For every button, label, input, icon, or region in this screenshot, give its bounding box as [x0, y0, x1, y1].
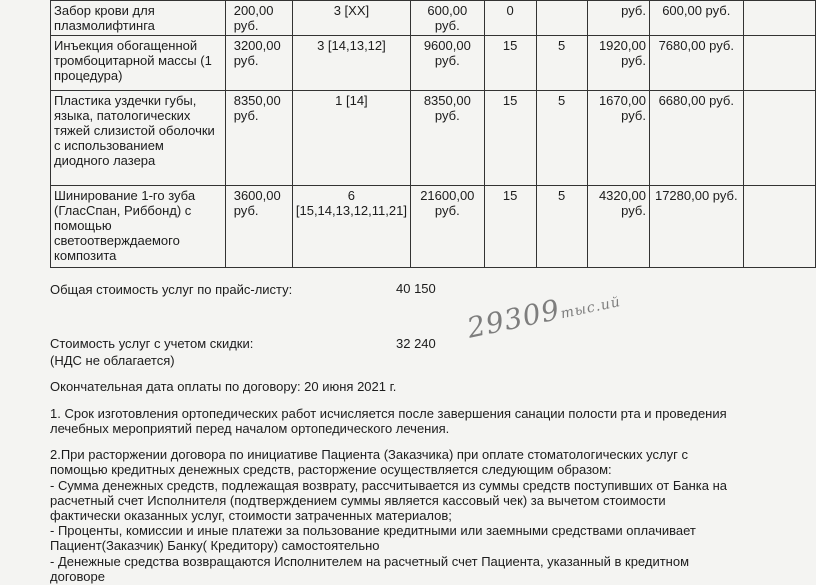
total-value: 40 150 — [396, 281, 436, 296]
service-discount: 0 — [484, 1, 536, 36]
service-name: Шинирование 1-го зуба (ГласСпан, Риббонд) с помощью светоотверждаемого композита — [51, 186, 226, 268]
empty-cell — [743, 1, 815, 36]
service-discount: 15 — [484, 186, 536, 268]
service-qty: 3 [XX] — [292, 1, 410, 36]
table-row — [51, 186, 816, 268]
service-total: 8350,00 руб. — [410, 91, 484, 186]
para-2-line-6: - Проценты, комиссии и иные платежи за пользование кредитными или заемными средствами оплачивает — [50, 523, 696, 538]
service-discount-sum: 4320,00 руб. — [587, 186, 649, 268]
para-2-line-3: - Сумма денежных средств, подлежащая возврату, рассчитывается из суммы средств поступивших от Банка на — [50, 478, 728, 493]
service-qty: 3 [14,13,12] — [292, 36, 410, 91]
service-discount-2 — [536, 1, 587, 36]
service-discount: 15 — [484, 36, 536, 91]
total-label: Общая стоимость услуг по прайс-листу: — [50, 282, 293, 297]
service-name: Инъекция обогащенной тромбоцитарной массы (1 процедура) — [51, 36, 226, 91]
handwritten-number: 29309 — [464, 292, 564, 345]
para-2-line-1: 2.При расторжении договора по инициативе Пациента (Заказчика) при оплате стоматологических услуг с — [50, 447, 688, 462]
service-final: 6680,00 руб. — [649, 91, 743, 186]
empty-cell — [743, 186, 815, 268]
service-price: 8350,00 руб. — [225, 91, 292, 186]
handwritten-amount — [464, 280, 623, 345]
para-2-line-5: фактически оказанных услуг, стоимости затраченных материалов; — [50, 508, 452, 523]
service-final: 7680,00 руб. — [649, 36, 743, 91]
empty-cell — [743, 91, 815, 186]
service-discount: 15 — [484, 91, 536, 186]
service-total: 21600,00 руб. — [410, 186, 484, 268]
para-1-line-2: лечебных мероприятий перед началом ортопедического лечения. — [50, 421, 450, 436]
service-total: 600,00 руб. — [410, 1, 484, 36]
service-name: Забор крови для плазмолифтинга — [51, 1, 226, 36]
service-qty: 1 [14] — [292, 91, 410, 186]
final-date: Окончательная дата оплаты по договору: 20 июня 2021 г. — [50, 379, 397, 394]
service-qty: 6 [15,14,13,12,11,21] — [292, 186, 410, 268]
service-final: 600,00 руб. — [649, 1, 743, 36]
empty-cell — [743, 36, 815, 91]
service-discount-2: 5 — [536, 91, 587, 186]
service-price: 200,00 руб. — [225, 1, 292, 36]
service-price: 3200,00 руб. — [225, 36, 292, 91]
para-1-line-1: 1. Срок изготовления ортопедических работ исчисляется после завершения санации полости рта и проведения — [50, 406, 727, 421]
service-discount-sum: 1920,00 руб. — [587, 36, 649, 91]
service-name: Пластика уздечки губы, языка, патологических тяжей слизистой оболочки с использованием диодного лазера — [51, 91, 226, 186]
service-discount-sum: 1670,00 руб. — [587, 91, 649, 186]
table-row — [51, 1, 816, 36]
table-row — [51, 91, 816, 186]
discount-label: Стоимость услуг с учетом скидки: — [50, 336, 254, 351]
table-row — [51, 36, 816, 91]
service-final: 17280,00 руб. — [649, 186, 743, 268]
para-2-line-7: Пациент(Заказчик) Банку( Кредитору) самостоятельно — [50, 538, 380, 553]
services-table — [50, 0, 816, 268]
service-total: 9600,00 руб. — [410, 36, 484, 91]
para-2-line-8: - Денежные средства возвращаются Исполнителем на расчетный счет Пациента, указанный в кредитном — [50, 554, 690, 569]
para-2-line-4: расчетный счет Исполнителя (подтверждением суммы является кассовый чек) за вычетом стоимости — [50, 493, 666, 508]
service-price: 3600,00 руб. — [225, 186, 292, 268]
para-2-line-9: договоре — [50, 569, 105, 584]
para-2-line-2: помощью кредитных денежных средств, расторжение осуществляется следующим образом: — [50, 462, 612, 477]
service-discount-sum: руб. — [587, 1, 649, 36]
handwritten-suffix: тыс.ий — [559, 293, 623, 323]
service-discount-2: 5 — [536, 36, 587, 91]
discount-value: 32 240 — [396, 336, 436, 351]
service-discount-2: 5 — [536, 186, 587, 268]
vat-note: (НДС не облагается) — [50, 353, 175, 368]
